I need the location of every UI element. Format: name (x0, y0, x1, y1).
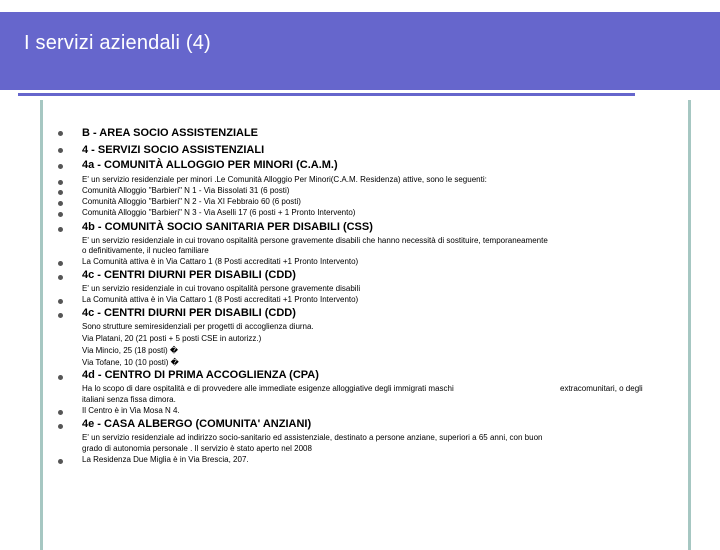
bullet-icon (58, 131, 63, 136)
item-text: E' un servizio residenziale in cui trovano ospitalità persone gravemente disabili che hanno necessità di sostituire, temporaneamente (82, 236, 548, 245)
item-text: La Residenza Due Miglia è in Via Brescia, 207. (82, 455, 249, 464)
bullet-icon (58, 299, 63, 304)
bullet-icon (58, 275, 63, 280)
item-text: extracomunitari, o degli (560, 384, 643, 393)
bullet-icon (58, 212, 63, 217)
item-text: italiani senza fissa dimora. (82, 395, 176, 404)
item-text: E' un servizio residenziale per minori .Le Comunità Alloggio Per Minori(C.A.M. Residenza) attive, sono le seguenti: (82, 175, 487, 184)
bullet-icon (58, 261, 63, 266)
item-text: La Comunità attiva è in Via Cattaro 1 (8 Posti accreditati +1 Pronto Intervento) (82, 295, 359, 304)
item-heading: 4c - CENTRI DIURNI PER DISABILI (CDD) (82, 307, 296, 319)
item-text: Comunità Alloggio "Barbieri" N 3 - Via Aselli 17 (6 posti + 1 Pronto Intervento) (82, 208, 356, 217)
item-text: Ha lo scopo di dare ospitalità e di provvedere alle immediate esigenze alloggiative degli immigrati maschi (82, 384, 454, 393)
item-heading: 4a - COMUNITÀ ALLOGGIO PER MINORI (C.A.M.) (82, 159, 338, 171)
bullet-icon (58, 201, 63, 206)
subsection-heading: 4 - SERVIZI SOCIO ASSISTENZIALI (82, 144, 265, 156)
bullet-icon (58, 313, 63, 318)
slide-title: I servizi aziendali (4) (24, 32, 211, 54)
item-heading: 4d - CENTRO DI PRIMA ACCOGLIENZA (CPA) (82, 369, 319, 381)
item-text: Comunità Alloggio "Barbieri" N 1 - Via Bissolati 31 (6 posti) (82, 186, 290, 195)
item-heading: 4c - CENTRI DIURNI PER DISABILI (CDD) (82, 269, 296, 281)
item-text: La Comunità attiva è in Via Cattaro 1 (8 Posti accreditati +1 Pronto Intervento) (82, 257, 359, 266)
item-text: o definitivamente, il nucleo familiare (82, 246, 209, 255)
bullet-icon (58, 375, 63, 380)
bullet-icon (58, 148, 63, 153)
item-text: E' un servizio residenziale ad indirizzo socio-sanitario ed assistenziale, destinato a persone anziane, superiori a 65 anni, con buon (82, 433, 543, 442)
item-text: grado di autonomia personale . Il servizio è stato aperto nel 2008 (82, 444, 312, 453)
bullet-icon (58, 424, 63, 429)
item-text: Sono strutture semiresidenziali per progetti di accoglienza diurna. (82, 322, 314, 331)
item-heading: 4e - CASA ALBERGO (COMUNITA' ANZIANI) (82, 418, 312, 430)
item-text: Via Platani, 20 (21 posti + 5 posti CSE in autorizz.) (82, 334, 262, 343)
bullet-icon (58, 180, 63, 185)
item-text: Via Mincio, 25 (18 posti) � (82, 346, 179, 355)
section-heading: B - AREA SOCIO ASSISTENZIALE (82, 127, 259, 139)
bullet-icon (58, 459, 63, 464)
bullet-icon (58, 227, 63, 232)
bullet-icon (58, 164, 63, 169)
item-text: Il Centro è in Via Mosa N 4. (82, 406, 180, 415)
item-text: E' un servizio residenziale in cui trovano ospitalità persone gravemente disabili (82, 284, 361, 293)
item-text: Via Tofane, 10 (10 posti) � (82, 358, 179, 367)
item-heading: 4b - COMUNITÀ SOCIO SANITARIA PER DISABILI (CSS) (82, 221, 373, 233)
item-text: Comunità Alloggio "Barbieri" N 2 - Via XI Febbraio 60 (6 posti) (82, 197, 301, 206)
bullet-icon (58, 410, 63, 415)
bullet-icon (58, 190, 63, 195)
